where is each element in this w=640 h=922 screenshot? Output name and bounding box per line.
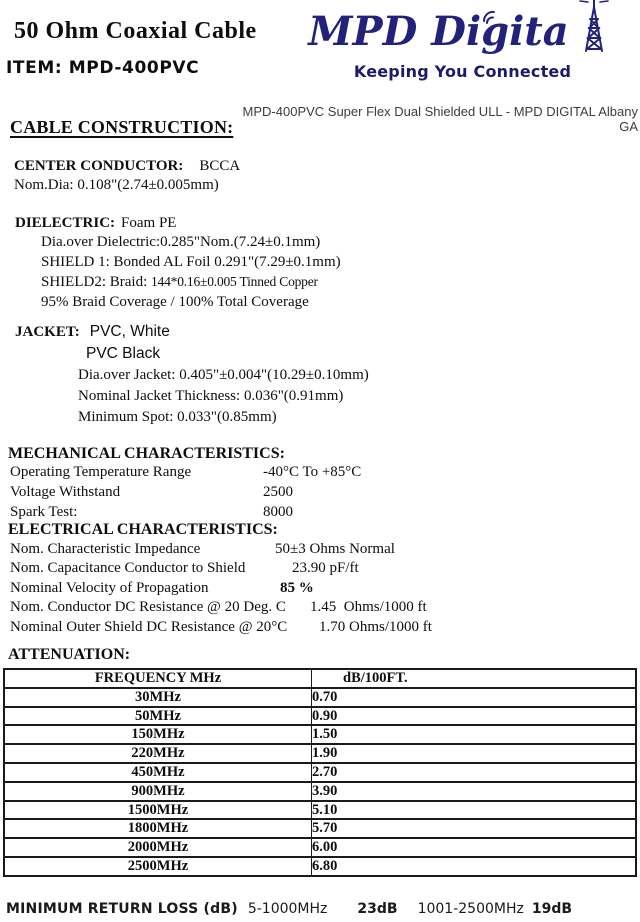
center-conductor-label: CENTER CONDUCTOR: xyxy=(14,158,184,174)
dielectric-diameter: Dia.over Dielectric:0.285"Nom.(7.24±0.1mm) xyxy=(41,234,321,251)
frequency-cell: 50MHz xyxy=(4,707,312,726)
mechanical-heading: MECHANICAL CHARACTERISTICS: xyxy=(8,445,285,462)
mechanical-row-value: 2500 xyxy=(263,484,293,500)
return-loss-value2: 19dB xyxy=(531,901,573,917)
return-loss-range1: 5-1000MHz xyxy=(247,901,328,917)
electrical-row xyxy=(8,599,427,618)
db-cell: 5.70 xyxy=(312,819,637,838)
jacket-line xyxy=(15,322,369,342)
logo-row xyxy=(285,0,640,60)
dielectric-value: Foam PE xyxy=(121,215,177,231)
cable-construction-heading: CABLE CONSTRUCTION: xyxy=(10,117,234,137)
page-title: 50 Ohm Coaxial Cable xyxy=(14,18,257,44)
jacket-type1: PVC, White xyxy=(89,323,170,340)
mechanical-row-label: Operating Temperature Range xyxy=(10,464,192,480)
attenuation-row xyxy=(4,744,636,763)
center-conductor-value: BCCA xyxy=(199,158,241,174)
db-cell: 1.50 xyxy=(312,725,637,744)
frequency-cell: 450MHz xyxy=(4,763,312,782)
shield2-label: SHIELD2: Braid: xyxy=(41,274,151,291)
dielectric-section xyxy=(15,214,341,312)
jacket-thickness: Nominal Jacket Thickness: 0.036"(0.91mm) xyxy=(78,388,344,404)
product-note: MPD-400PVC Super Flex Dual Shielded ULL - MPD DIGITAL Albany GA xyxy=(242,104,638,134)
shield1-line: SHIELD 1: Bonded AL Foil 0.291"(7.29±0.1mm) xyxy=(41,253,341,270)
electrical-heading: ELECTRICAL CHARACTERISTICS: xyxy=(8,521,278,538)
attenuation-row xyxy=(4,725,636,744)
attenuation-row xyxy=(4,857,636,876)
db-cell: 5.10 xyxy=(312,801,637,820)
attenuation-table xyxy=(3,668,637,877)
return-loss-value1: 23dB xyxy=(357,901,398,917)
electrical-row xyxy=(8,579,314,599)
db-cell: 6.80 xyxy=(312,857,637,876)
electrical-row-label: Nom. Conductor DC Resistance @ 20 Deg. C xyxy=(10,599,286,616)
attenuation-row xyxy=(4,819,636,838)
mechanical-row-label: Voltage Withstand xyxy=(10,484,121,500)
db-cell: 3.90 xyxy=(312,782,637,801)
shield2-spec: 144*0.16±0.005 Tinned Copper xyxy=(151,274,318,290)
mechanical-section xyxy=(8,443,361,524)
electrical-row-value: 50±3 Ohms Normal xyxy=(275,541,395,557)
electrical-row-value: 1.45 Ohms/1000 ft xyxy=(310,599,427,616)
attenuation-row xyxy=(4,838,636,857)
attenuation-header-row xyxy=(4,669,636,688)
shield2-line xyxy=(15,272,341,292)
dielectric-line xyxy=(15,214,341,233)
frequency-cell: 150MHz xyxy=(4,725,312,744)
mpd-digital-logo xyxy=(285,0,640,92)
item-number: ITEM: MPD-400PVC xyxy=(6,58,200,78)
center-conductor-section xyxy=(14,157,240,195)
frequency-cell: 220MHz xyxy=(4,744,312,763)
attenuation-row xyxy=(4,782,636,801)
electrical-row-value: 1.70 Ohms/1000 ft xyxy=(319,618,432,635)
electrical-row xyxy=(8,541,395,560)
logo-tagline: Keeping You Connected xyxy=(353,62,572,81)
mechanical-row xyxy=(8,484,361,504)
attenuation-row xyxy=(4,763,636,782)
attenuation-row xyxy=(4,707,636,726)
jacket-type2: PVC Black xyxy=(86,345,161,362)
attenuation-row xyxy=(4,688,636,707)
db-cell: 0.70 xyxy=(312,688,637,707)
signal-waves-icon xyxy=(481,8,501,31)
frequency-cell: 2500MHz xyxy=(4,857,312,876)
electrical-row-label: Nom. Characteristic Impedance xyxy=(10,541,201,557)
electrical-row xyxy=(8,618,432,638)
db-column-header: dB/100FT. xyxy=(312,669,637,688)
mechanical-row xyxy=(8,464,361,484)
mechanical-row-label: Spark Test: xyxy=(10,504,78,520)
minimum-return-loss-line xyxy=(6,901,572,917)
attenuation-heading: ATTENUATION: xyxy=(8,646,131,663)
frequency-cell: 900MHz xyxy=(4,782,312,801)
jacket-label: JACKET: xyxy=(15,324,80,340)
electrical-row xyxy=(8,560,359,579)
mechanical-row-value: 8000 xyxy=(263,504,293,520)
db-cell: 0.90 xyxy=(312,707,637,726)
electrical-row-label: Nominal Outer Shield DC Resistance @ 20°C xyxy=(10,618,288,635)
electrical-row-label: Nom. Capacitance Conductor to Shield xyxy=(10,560,246,577)
frequency-cell: 1500MHz xyxy=(4,801,312,820)
electrical-row-value: 23.90 pF/ft xyxy=(292,560,359,577)
frequency-cell: 2000MHz xyxy=(4,838,312,857)
electrical-row-label: Nominal Velocity of Propagation xyxy=(10,579,209,596)
frequency-column-header: FREQUENCY MHz xyxy=(4,669,312,688)
jacket-minimum-spot: Minimum Spot: 0.033"(0.85mm) xyxy=(78,409,277,425)
mechanical-row-value: -40°C To +85°C xyxy=(263,464,362,480)
jacket-section xyxy=(15,322,369,427)
return-loss-label: MINIMUM RETURN LOSS (dB) xyxy=(6,901,238,917)
center-conductor-diameter: Nom.Dia: 0.108"(2.74±0.005mm) xyxy=(14,177,219,193)
db-cell: 1.90 xyxy=(312,744,637,763)
radio-tower-icon xyxy=(571,0,617,58)
electrical-row-value: 85 % xyxy=(280,579,314,596)
db-cell: 6.00 xyxy=(312,838,637,857)
center-conductor-line xyxy=(14,157,240,176)
electrical-section xyxy=(8,519,432,638)
attenuation-row xyxy=(4,801,636,820)
frequency-cell: 30MHz xyxy=(4,688,312,707)
dielectric-label: DIELECTRIC: xyxy=(15,215,116,231)
logo-brand-text: MPD Digita xyxy=(308,8,569,55)
frequency-cell: 1800MHz xyxy=(4,819,312,838)
db-cell: 2.70 xyxy=(312,763,637,782)
coverage-line: 95% Braid Coverage / 100% Total Coverage xyxy=(41,293,309,310)
jacket-diameter: Dia.over Jacket: 0.405"±0.004"(10.29±0.10mm) xyxy=(78,367,369,383)
return-loss-range2: 1001-2500MHz xyxy=(417,901,524,917)
